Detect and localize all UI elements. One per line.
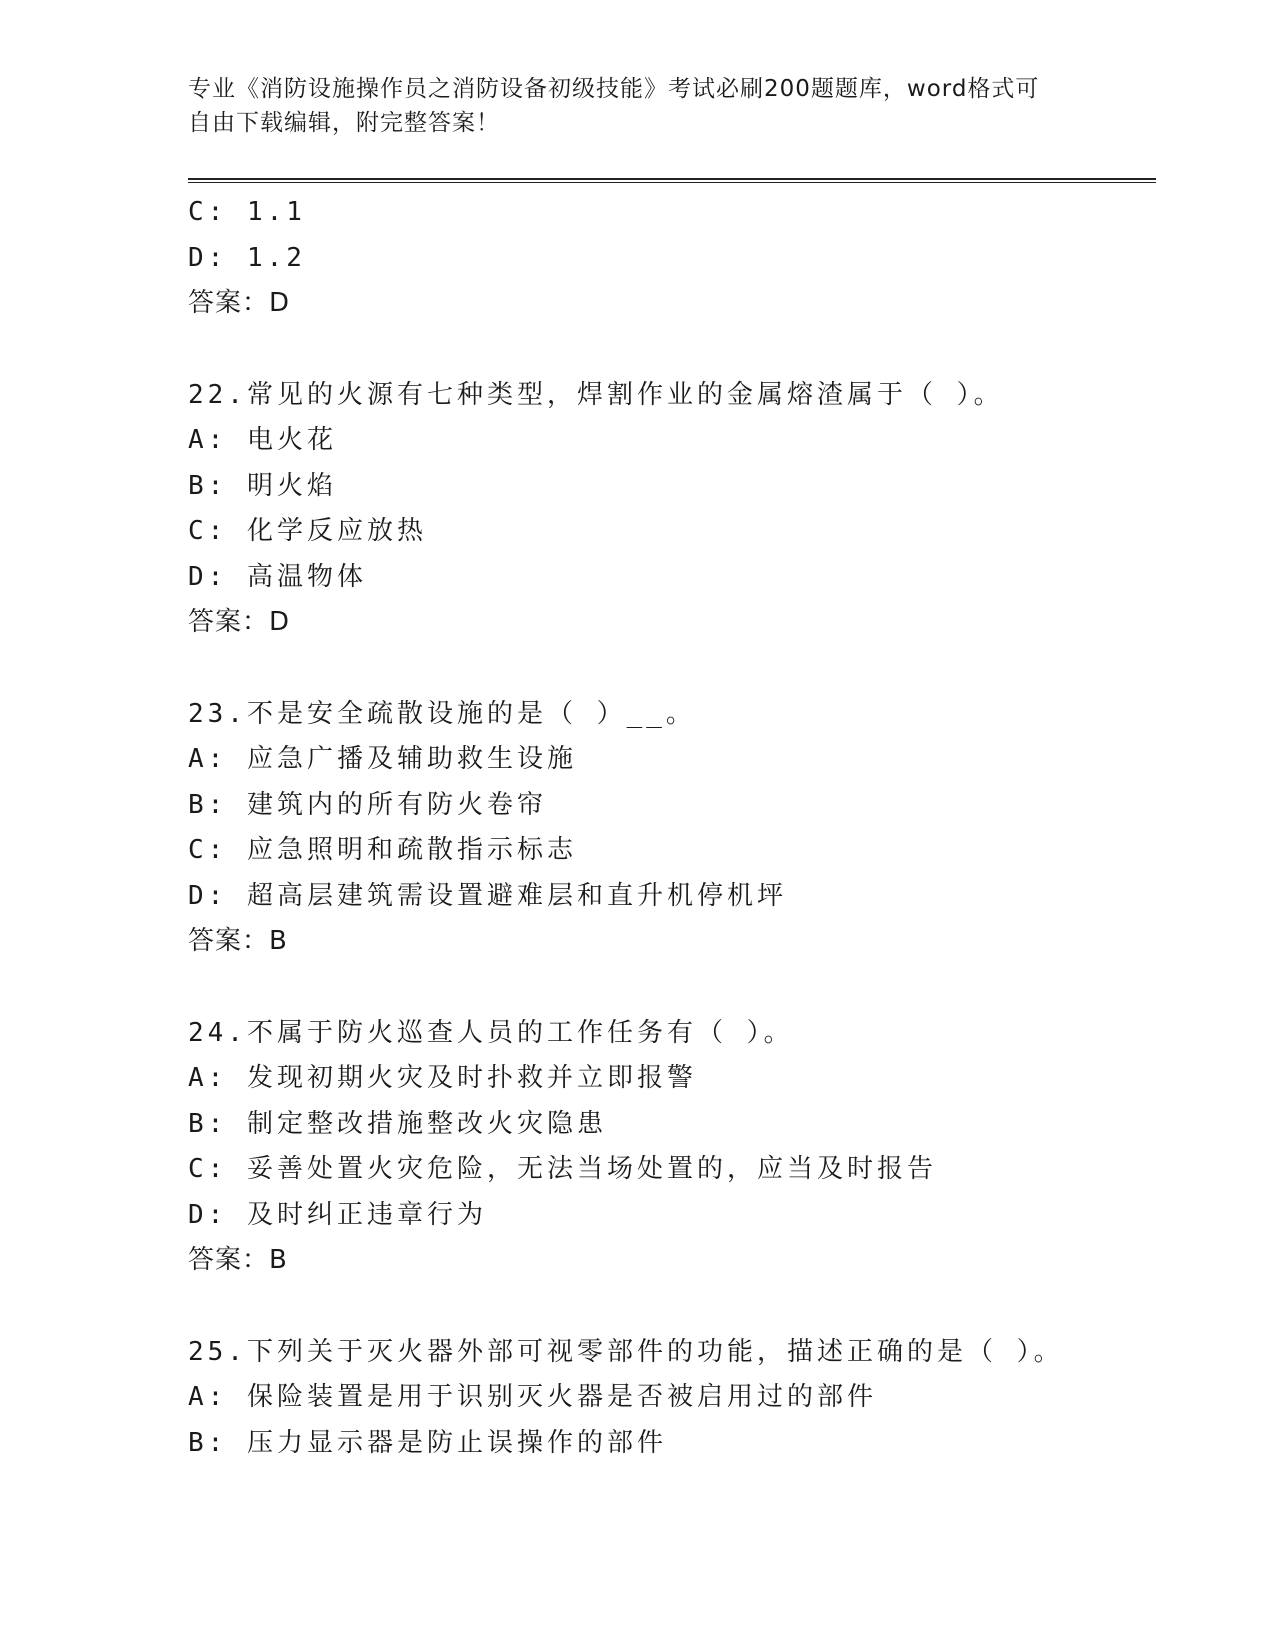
option-b: B: 压力显示器是防止误操作的部件 bbox=[188, 1427, 667, 1458]
option-c: C: 妥善处置火灾危险，无法当场处置的，应当及时报告 bbox=[188, 1154, 937, 1184]
option-d: D: 高温物体 bbox=[188, 561, 367, 592]
option-c: C: 化学反应放热 bbox=[188, 516, 427, 546]
question-block-23 bbox=[188, 692, 1156, 965]
header-line-2: 自由下载编辑，附完整答案！ bbox=[188, 110, 500, 136]
option-a: A: 应急广播及辅助救生设施 bbox=[188, 744, 577, 774]
question-block-21 bbox=[188, 190, 1156, 327]
question-block-24 bbox=[188, 1011, 1156, 1284]
option-a: A: 保险装置是用于识别灭火器是否被启用过的部件 bbox=[188, 1382, 877, 1412]
answer-line: 答案：D bbox=[188, 288, 291, 318]
answer-line: 答案：D bbox=[188, 607, 291, 637]
question-list bbox=[188, 190, 1156, 1466]
option-d: D: 超高层建筑需设置避难层和直升机停机坪 bbox=[188, 880, 787, 911]
question-stem: 22.常见的火源有七种类型，焊割作业的金属熔渣属于（ ）。 bbox=[188, 379, 1004, 410]
option-b: B: 建筑内的所有防火卷帘 bbox=[188, 789, 547, 820]
header-divider bbox=[188, 178, 1156, 183]
header-line-1: 专业《消防设施操作员之消防设备初级技能》考试必刷200题题库，word格式可 bbox=[188, 76, 1040, 102]
question-block-22 bbox=[188, 373, 1156, 646]
option-c: C: 应急照明和疏散指示标志 bbox=[188, 835, 577, 865]
answer-line: 答案：B bbox=[188, 926, 288, 956]
answer-line: 答案：B bbox=[188, 1245, 288, 1275]
option-c: C: 1.1 bbox=[188, 197, 306, 227]
question-stem: 23.不是安全疏散设施的是（ ）__。 bbox=[188, 698, 696, 729]
option-b: B: 制定整改措施整改火灾隐患 bbox=[188, 1108, 607, 1139]
option-a: A: 发现初期火灾及时扑救并立即报警 bbox=[188, 1063, 697, 1093]
question-stem: 25.下列关于灭火器外部可视零部件的功能，描述正确的是（ ）。 bbox=[188, 1336, 1064, 1367]
option-d: D: 1.2 bbox=[188, 242, 306, 273]
question-stem: 24.不属于防火巡查人员的工作任务有（ ）。 bbox=[188, 1017, 794, 1048]
option-a: A: 电火花 bbox=[188, 425, 337, 455]
option-d: D: 及时纠正违章行为 bbox=[188, 1199, 487, 1230]
document-header bbox=[188, 72, 1068, 140]
question-block-25 bbox=[188, 1330, 1156, 1467]
option-b: B: 明火焰 bbox=[188, 470, 337, 501]
